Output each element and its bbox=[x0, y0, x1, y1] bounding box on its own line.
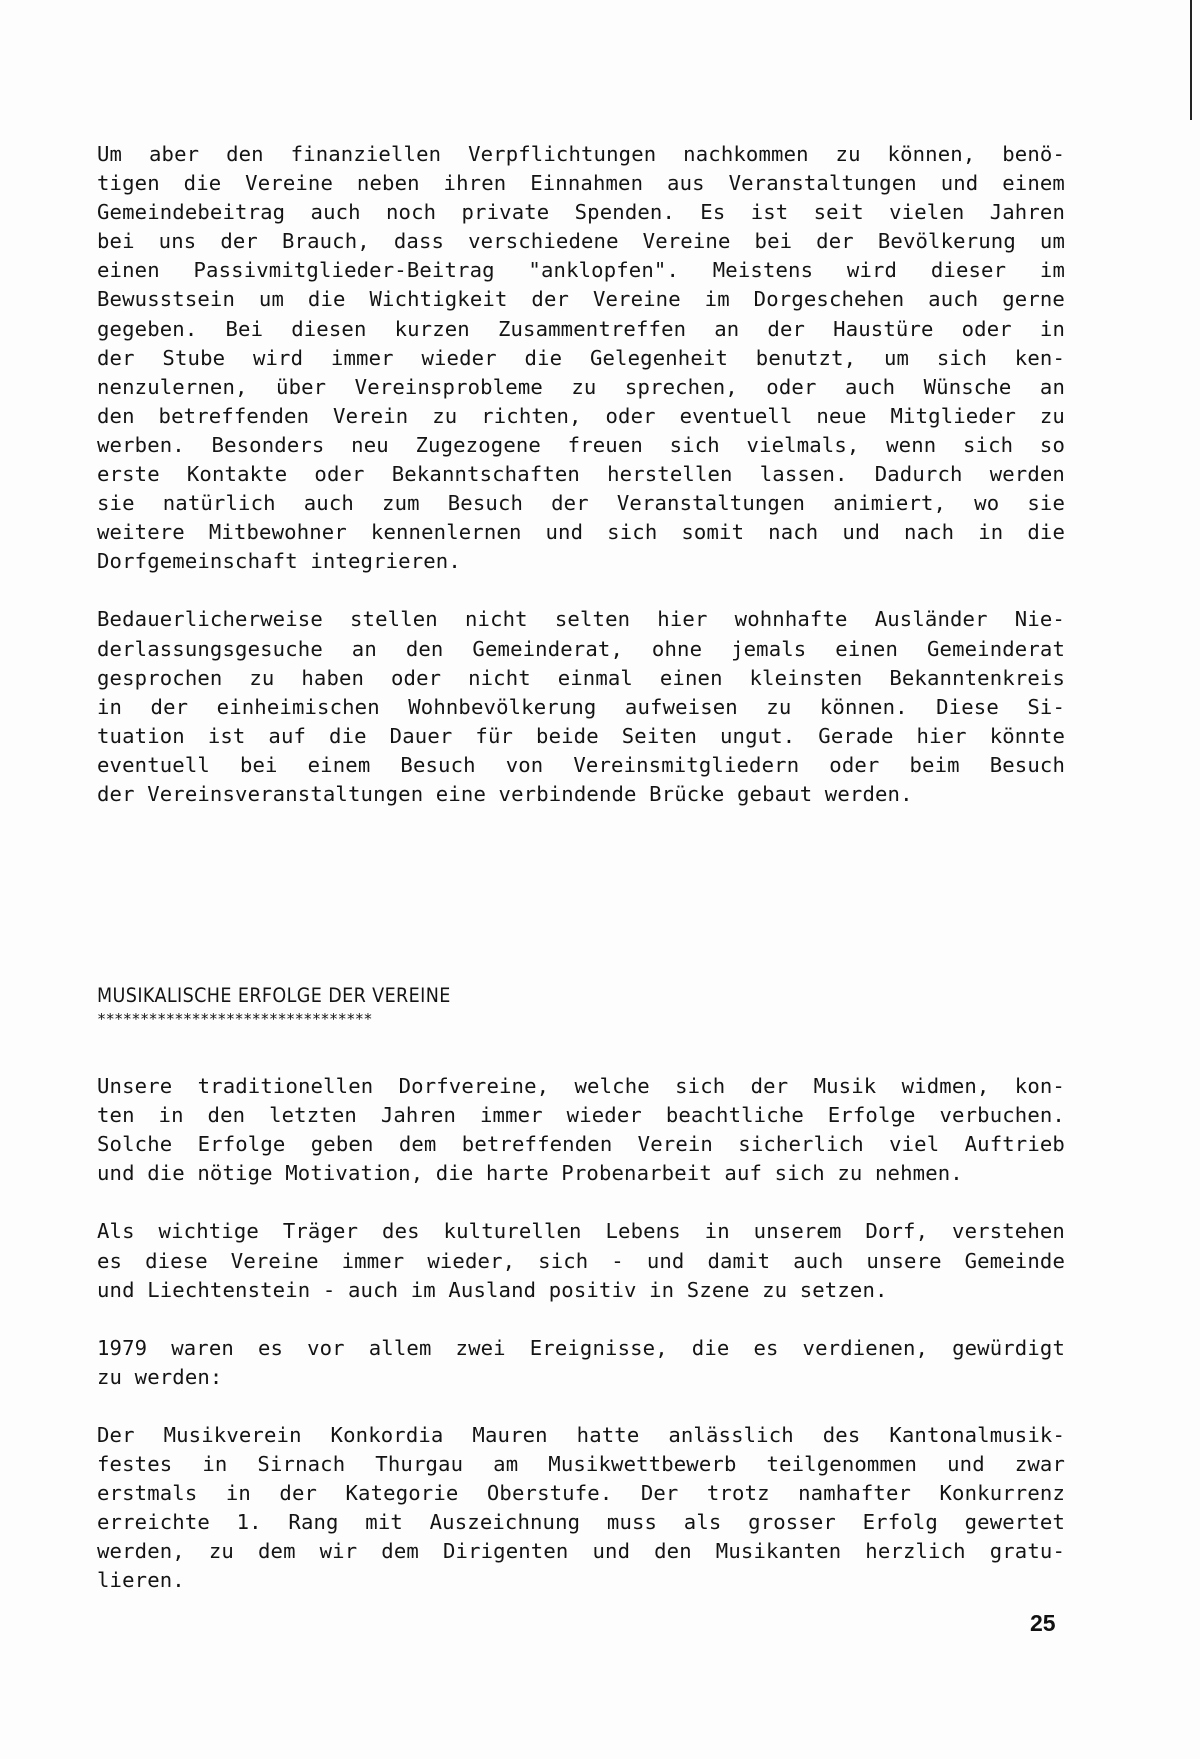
text-line: Solche Erfolge geben dem betreffenden Verein sicherlich viel Auftrieb bbox=[97, 1132, 1065, 1157]
text-line: tuation ist auf die Dauer für beide Seiten ungut. Gerade hier könnte bbox=[97, 723, 1065, 748]
text-line: nenzulernen, über Vereinsprobleme zu sprechen, oder auch Wünsche an bbox=[97, 374, 1065, 399]
heading-underline: ******************************** bbox=[97, 1010, 372, 1029]
paragraph-foreigners bbox=[97, 605, 1065, 809]
text-line: eventuell bei einem Besuch von Vereinsmitgliedern oder beim Besuch bbox=[97, 752, 1065, 777]
text-line: Bedauerlicherweise stellen nicht selten hier wohnhafte Ausländer Nie- bbox=[97, 607, 1065, 632]
text-line: derlassungsgesuche an den Gemeinderat, ohne jemals einen Gemeinderat bbox=[97, 636, 1065, 661]
text-line: Als wichtige Träger des kulturellen Lebens in unserem Dorf, verstehen bbox=[97, 1219, 1065, 1244]
section-heading: MUSIKALISCHE ERFOLGE DER VEREINE bbox=[97, 984, 451, 1008]
page-number: 25 bbox=[1030, 1610, 1056, 1636]
text-line: Dorfgemeinschaft integrieren. bbox=[97, 549, 461, 574]
paragraph-konkordia bbox=[97, 1421, 1065, 1596]
text-line: Unsere traditionellen Dorfvereine, welche sich der Musik widmen, kon- bbox=[97, 1074, 1065, 1099]
text-line: erreichte 1. Rang mit Auszeichnung muss als grosser Erfolg gewertet bbox=[97, 1510, 1065, 1535]
paragraph-1979-events bbox=[97, 1334, 1065, 1392]
text-line: und Liechtenstein - auch im Ausland positiv in Szene zu setzen. bbox=[97, 1277, 888, 1302]
text-line: Um aber den finanziellen Verpflichtungen nachkommen zu können, benö- bbox=[97, 142, 1065, 166]
paragraph-finances bbox=[97, 140, 1065, 576]
text-line: ten in den letzten Jahren immer wieder beachtliche Erfolge verbuchen. bbox=[97, 1103, 1065, 1128]
text-line: erstmals in der Kategorie Oberstufe. Der trotz namhafter Konkurrenz bbox=[97, 1481, 1065, 1506]
text-line: gesprochen zu haben oder nicht einmal einen kleinsten Bekanntenkreis bbox=[97, 665, 1065, 690]
text-line: der Vereinsveranstaltungen eine verbindende Brücke gebaut werden. bbox=[97, 781, 913, 806]
text-line: 1979 waren es vor allem zwei Ereignisse, die es verdienen, gewürdigt bbox=[97, 1335, 1065, 1360]
text-line: sie natürlich auch zum Besuch der Veranstaltungen animiert, wo sie bbox=[97, 491, 1065, 516]
page-content bbox=[97, 140, 1065, 1595]
text-line: und die nötige Motivation, die harte Probenarbeit auf sich zu nehmen. bbox=[97, 1161, 963, 1186]
text-line: Der Musikverein Konkordia Mauren hatte anlässlich des Kantonalmusik- bbox=[97, 1422, 1065, 1447]
text-line: werben. Besonders neu Zugezogene freuen sich vielmals, wenn sich so bbox=[97, 432, 1065, 457]
paragraph-cultural-life bbox=[97, 1217, 1065, 1304]
text-line: erste Kontakte oder Bekanntschaften herstellen lassen. Dadurch werden bbox=[97, 462, 1065, 487]
scan-edge-mark bbox=[1190, 0, 1192, 120]
text-line: einen Passivmitglieder-Beitrag "anklopfen". Meistens wird dieser im bbox=[97, 258, 1065, 283]
text-line: gegeben. Bei diesen kurzen Zusammentreffen an der Haustüre oder in bbox=[97, 316, 1065, 341]
text-line: den betreffenden Verein zu richten, oder eventuell neue Mitglieder zu bbox=[97, 403, 1065, 428]
text-line: werden, zu dem wir dem Dirigenten und den Musikanten herzlich gratu- bbox=[97, 1539, 1065, 1564]
text-line: es diese Vereine immer wieder, sich - und damit auch unsere Gemeinde bbox=[97, 1248, 1065, 1273]
text-line: bei uns der Brauch, dass verschiedene Vereine bei der Bevölkerung um bbox=[97, 229, 1065, 254]
text-line: zu werden: bbox=[97, 1364, 223, 1389]
text-line: Gemeindebeitrag auch noch private Spenden. Es ist seit vielen Jahren bbox=[97, 200, 1065, 225]
text-line: weitere Mitbewohner kennenlernen und sich somit nach und nach in die bbox=[97, 520, 1065, 545]
text-line: der Stube wird immer wieder die Gelegenheit benutzt, um sich ken- bbox=[97, 345, 1065, 370]
text-line: Bewusstsein um die Wichtigkeit der Vereine im Dorgeschehen auch gerne bbox=[97, 287, 1065, 312]
text-line: festes in Sirnach Thurgau am Musikwettbewerb teilgenommen und zwar bbox=[97, 1452, 1065, 1476]
text-line: in der einheimischen Wohnbevölkerung aufweisen zu können. Diese Si- bbox=[97, 694, 1065, 719]
section-heading-block bbox=[97, 983, 1065, 1027]
paragraph-music-success bbox=[97, 1072, 1065, 1188]
text-line: tigen die Vereine neben ihren Einnahmen aus Veranstaltungen und einem bbox=[97, 171, 1065, 196]
text-line: lieren. bbox=[97, 1568, 185, 1593]
